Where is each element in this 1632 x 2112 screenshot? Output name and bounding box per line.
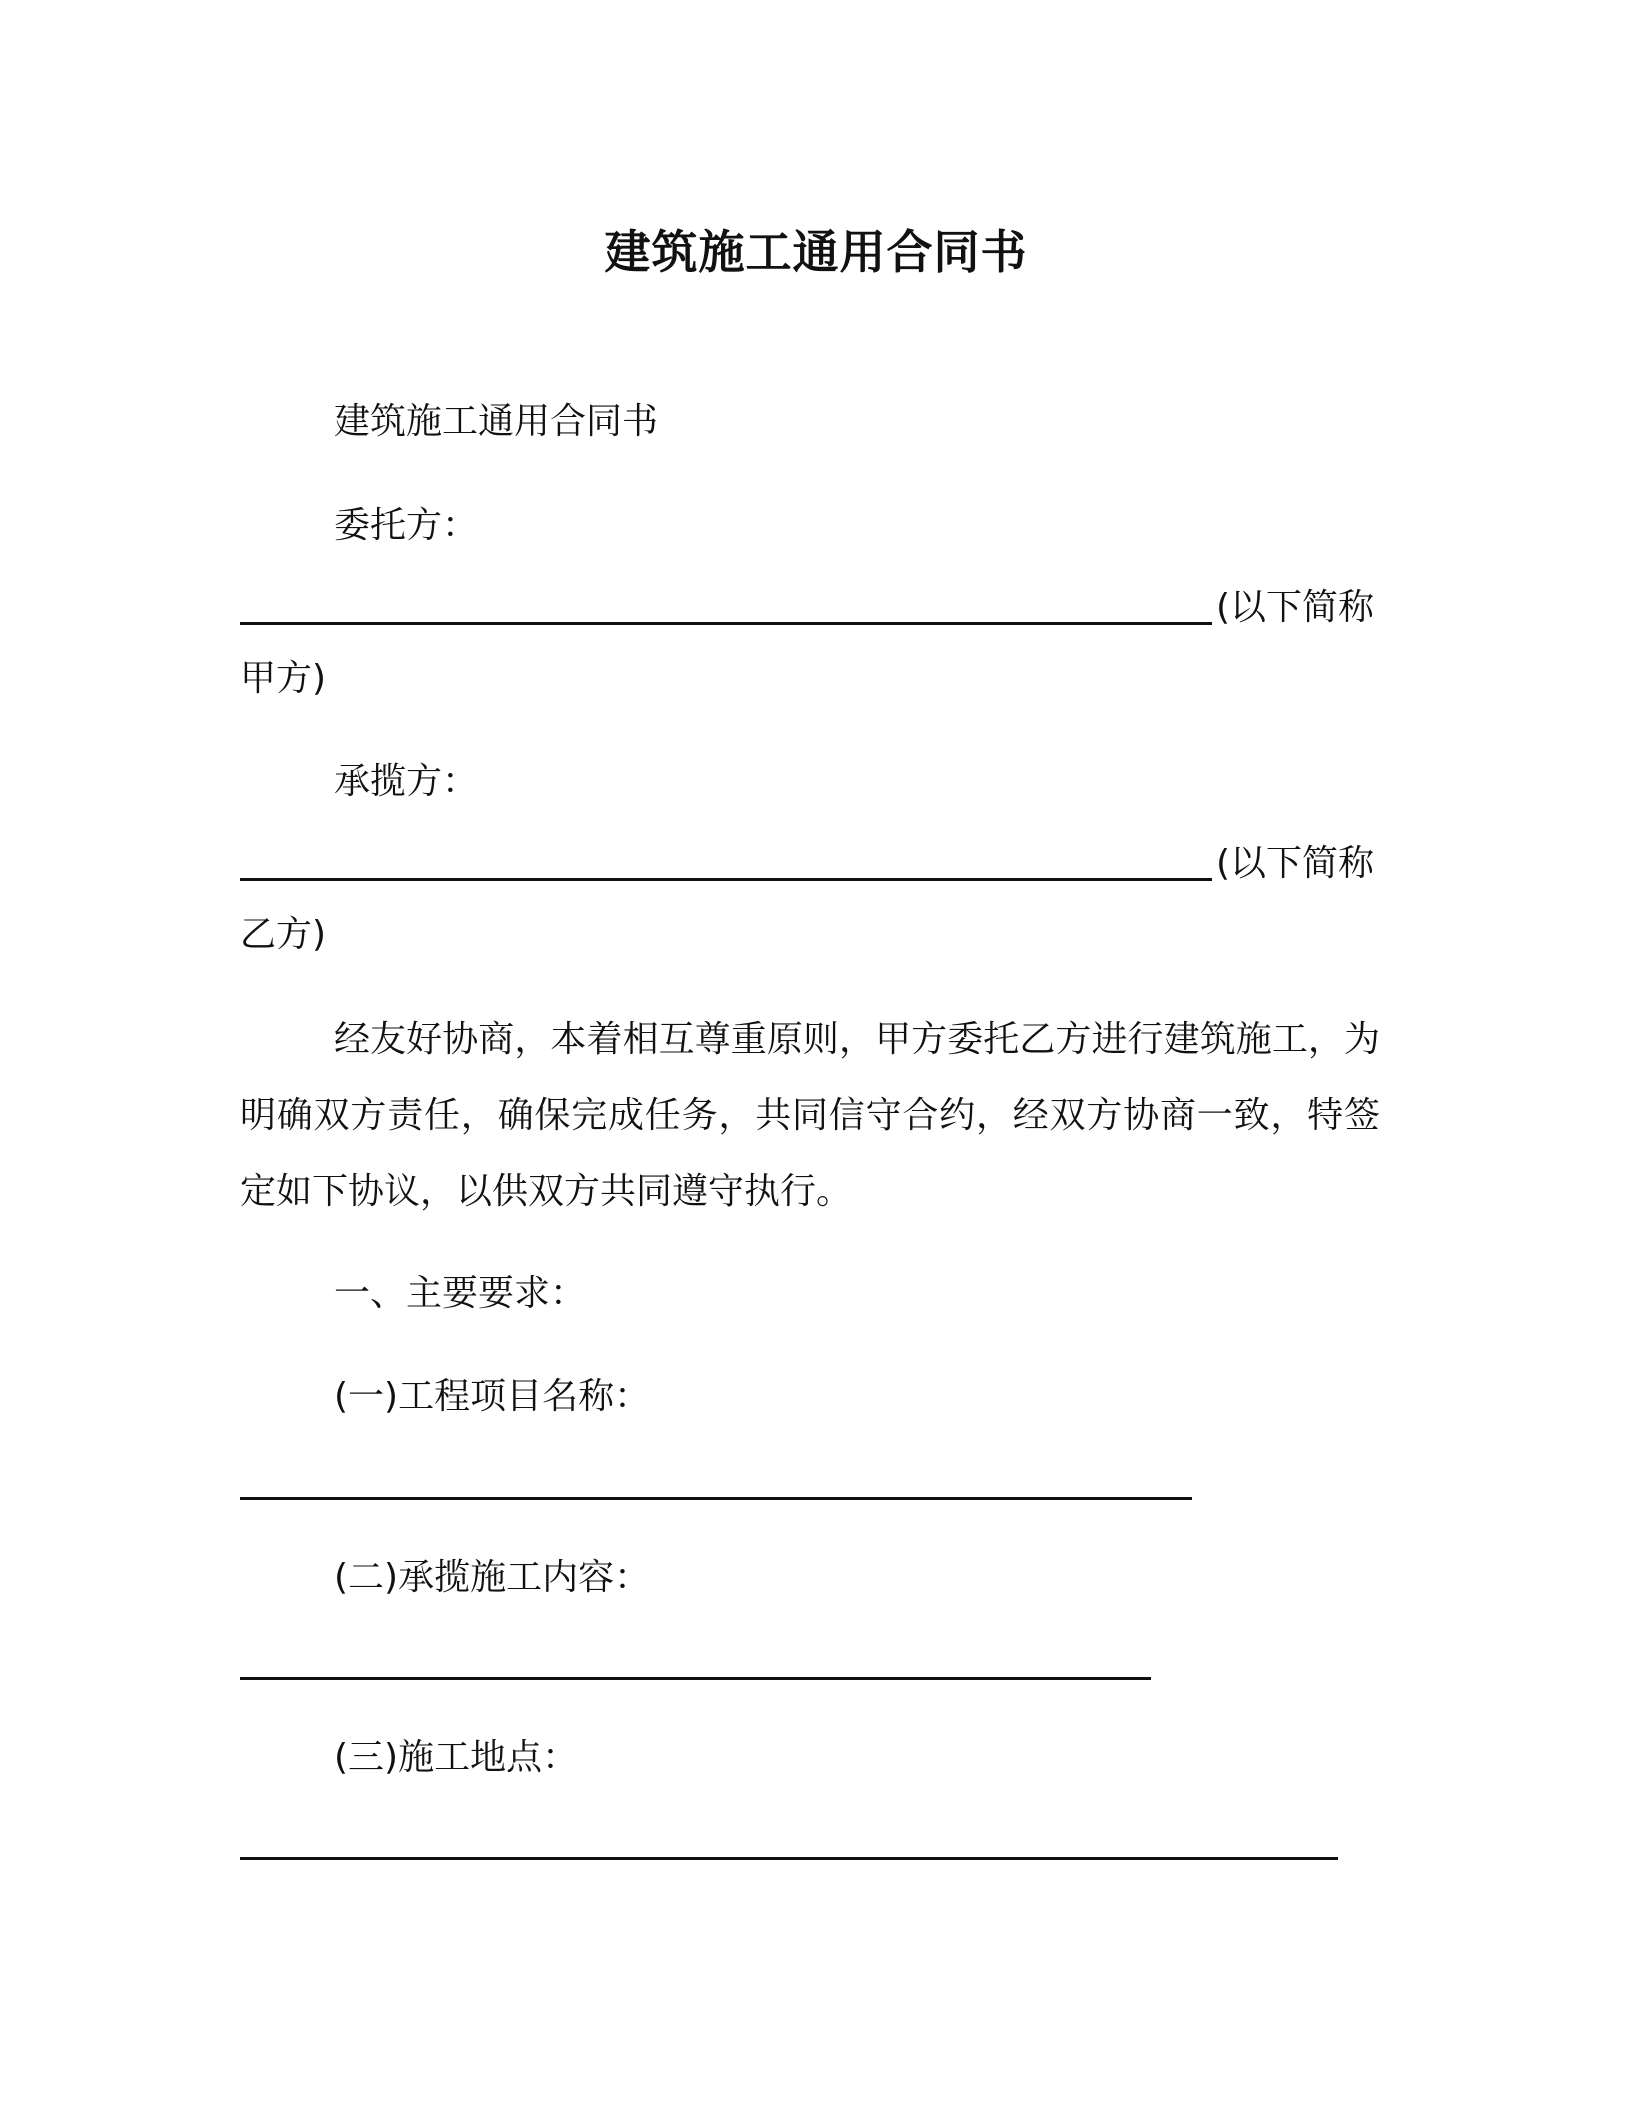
item-2-blank-line (240, 1677, 1151, 1680)
item-2-label: (二)承揽施工内容： (334, 1557, 651, 1598)
party-a-short-name: 甲方) (240, 658, 327, 699)
party-b-blank-line (240, 878, 1212, 881)
item-3-blank-line (240, 1857, 1338, 1860)
party-a-label: 委托方： (334, 505, 479, 546)
document-title: 建筑施工通用合同书 (604, 225, 1028, 279)
party-a-suffix: (以下简称 (1216, 587, 1375, 628)
item-1-blank-line (240, 1497, 1192, 1500)
party-b-suffix: (以下简称 (1216, 843, 1375, 884)
intro-paragraph: 经友好协商，本着相互尊重原则，甲方委托乙方进行建筑施工，为明确双方责任，确保完成任务，共同信守合约，经双方协商一致，特签定如下协议，以供双方共同遵守执行。 (240, 1019, 1380, 1212)
party-b-label: 承揽方： (334, 761, 479, 802)
section-1-heading: 一、主要要求： (334, 1273, 587, 1314)
item-1-label: (一)工程项目名称： (334, 1376, 651, 1417)
document-subtitle: 建筑施工通用合同书 (334, 401, 659, 442)
party-a-blank-line (240, 622, 1212, 625)
item-3-label: (三)施工地点： (334, 1737, 579, 1778)
party-b-short-name: 乙方) (240, 914, 327, 955)
